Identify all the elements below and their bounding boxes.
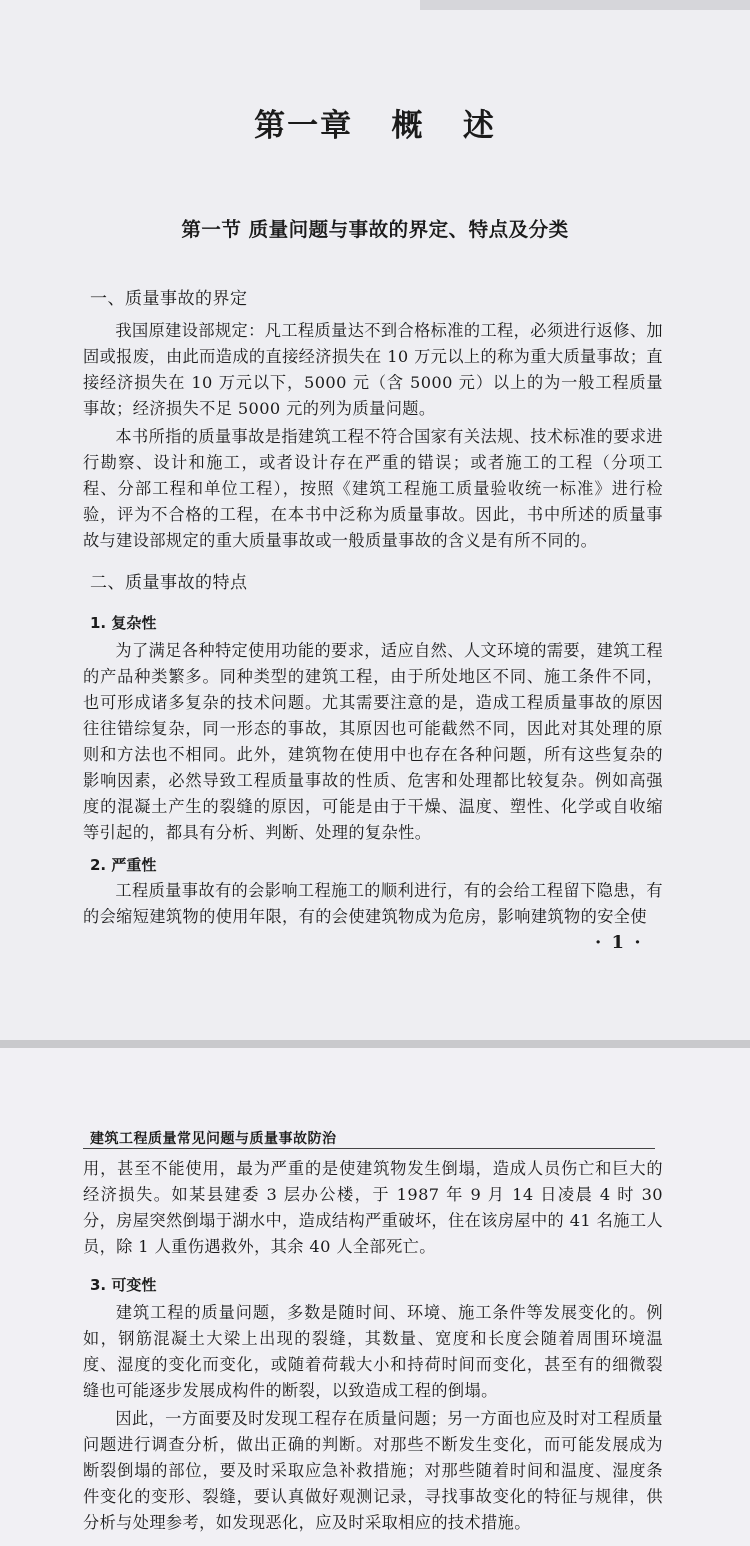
paragraph-text: 为了满足各种特定使用功能的要求，适应自然、人文环境的需要，建筑工程的产品种类繁多。同种类型的建筑工程，由于所处地区不同、施工条件不同，也可形成诸多复杂的技术问题。尤其需要注意的是，造成工程质量事故的原因往往错综复杂，同一形态的事故，其原因也可能截然不同，因此对其处理的原则和方法也不相同。此外，建筑物在使用中也存在各种问题，所有这些复杂的影响因素，必然导致工程质量事故的性质、危害和处理都比较复杂。例如高强度的混凝土产生的裂缝的原因，可能是由于干燥、温度、塑性、化学或自收缩等引起的，都具有分析、判断、处理的复杂性。 (83, 641, 663, 842)
paragraph-text: 因此，一方面要及时发现工程存在质量问题；另一方面也应及时对工程质量问题进行调查分析，做出正确的判断。对那些不断发生变化，而可能发展成为断裂倒塌的部位，要及时采取应急补救措施；对那些随着时间和温度、湿度条件变化的变形、裂缝，要认真做好观测记录，寻找事故变化的特征与规律，供分析与处理参考，如发现恶化，应及时采取相应的技术措施。 (83, 1409, 663, 1532)
paragraph-severity (83, 878, 663, 930)
paragraph-variability (83, 1300, 663, 1404)
header-rule (83, 1148, 655, 1149)
paragraph-definition (83, 318, 663, 422)
top-edge-shadow (420, 0, 750, 10)
paragraph-text: 工程质量事故有的会影响工程施工的顺利进行，有的会给工程留下隐患，有的会缩短建筑物的使用年限，有的会使建筑物成为危房，影响建筑物的安全使 (83, 881, 663, 926)
paragraph-text: 建筑工程的质量问题，多数是随时间、环境、施工条件等发展变化的。例如，钢筋混凝土大梁上出现的裂缝，其数量、宽度和长度会随着周围环境温度、湿度的变化而变化，或随着荷载大小和持荷时间而变化，甚至有的细微裂缝也可能逐步发展成构件的断裂，以致造成工程的倒塌。 (83, 1303, 663, 1400)
section-title: 第一节 质量问题与事故的界定、特点及分类 (181, 218, 569, 241)
paragraph-text: 本书所指的质量事故是指建筑工程不符合国家有关法规、技术标准的要求进行勘察、设计和施工，或者设计存在严重的错误；或者施工的工程（分项工程、分部工程和单位工程），按照《建筑工程施工质量验收统一标准》进行检验，评为不合格的工程，在本书中泛称为质量事故。因此，书中所述的质量事故与建设部规定的重大质量事故或一般质量事故的含义是有所不同的。 (83, 427, 663, 550)
page-number: · 1 · (595, 932, 643, 953)
paragraph-response (83, 1406, 663, 1536)
paragraph-text: 我国原建设部规定：凡工程质量达不到合格标准的工程，必须进行返修、加固或报废，由此而造成的直接经济损失在 10 万元以上的称为重大质量事故；直接经济损失在 10 万元以下，5000 元（含 5000 元）以上的为一般工程质量事故；经济损失不足 5000 元的列为质量问题。 (83, 321, 663, 418)
paragraph-complexity (83, 638, 663, 846)
paragraph-continuation (83, 1156, 663, 1260)
heading-definition: 一、质量事故的界定 (90, 289, 248, 309)
paragraph-text: 用，甚至不能使用，最为严重的是使建筑物发生倒塌，造成人员伤亡和巨大的经济损失。如某县建委 3 层办公楼，于 1987 年 9 月 14 日凌晨 4 时 30 分，房屋突然倒塌于湖水中，造成结构严重破坏，住在该房屋中的 41 名施工人员，除 1 人重伤遇救外，其余 40 人全部死亡。 (83, 1159, 663, 1256)
paragraph-scope (83, 424, 663, 554)
running-header: 建筑工程质量常见问题与质量事故防治 (90, 1131, 337, 1147)
chapter-title: 第一章 概 述 (254, 108, 496, 144)
heading-complexity: 1. 复杂性 (90, 614, 157, 632)
heading-severity: 2. 严重性 (90, 856, 157, 874)
heading-variability: 3. 可变性 (90, 1276, 157, 1294)
heading-features: 二、质量事故的特点 (90, 573, 248, 593)
book-page-2 (0, 1048, 750, 1546)
page-gap (0, 1040, 750, 1048)
